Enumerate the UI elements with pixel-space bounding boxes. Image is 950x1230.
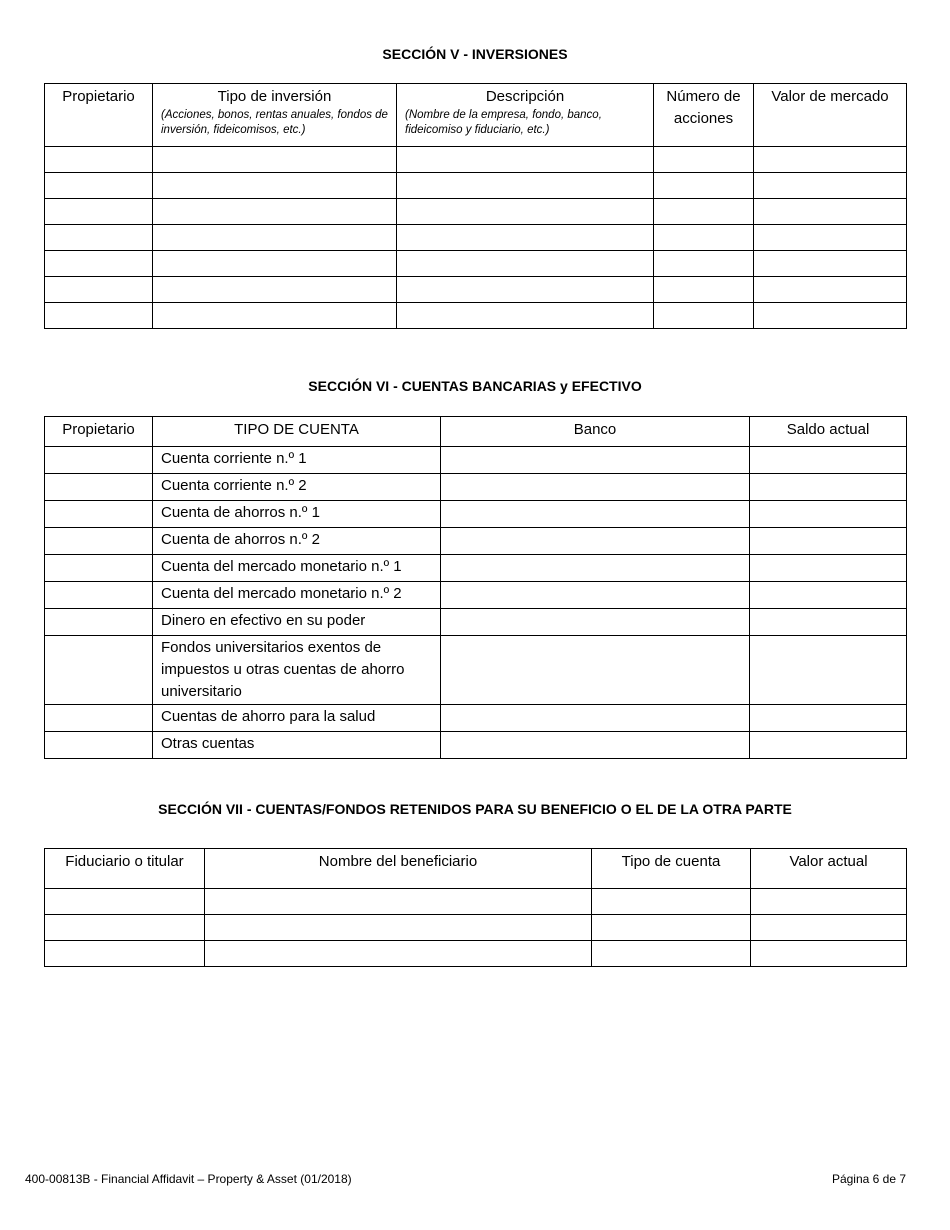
investments-header-row — [45, 84, 907, 147]
section-6-title: SECCIÓN VI - CUENTAS BANCARIAS y EFECTIVO — [308, 378, 642, 394]
table-row — [45, 277, 907, 303]
col-description: Descripción (Nombre de la empresa, fondo, banco, fideicomiso y fiduciario, etc.) — [397, 84, 654, 147]
table-row — [45, 199, 907, 225]
col-owner: Propietario — [45, 84, 153, 147]
page-number: Página 6 de 7 — [831, 1172, 906, 1186]
account-type-label: Fondos universitarios exentos de impuestos u otras cuentas de ahorro universitario — [153, 636, 441, 705]
form-id: 400-00813B - Financial Affidavit – Property & Asset (01/2018) — [25, 1172, 352, 1186]
col-beneficiary: Nombre del beneficiario — [205, 849, 592, 889]
table-row — [45, 501, 907, 528]
account-type-label: Cuenta de ahorros n.º 1 — [153, 501, 441, 528]
table-row — [45, 889, 907, 915]
table-row — [45, 303, 907, 329]
table-row — [45, 915, 907, 941]
account-type-label: Cuenta corriente n.º 2 — [153, 474, 441, 501]
account-type-label: Cuenta corriente n.º 1 — [153, 447, 441, 474]
table-row — [45, 147, 907, 173]
col-shares: Número de acciones — [654, 84, 754, 147]
col-owner: Propietario — [45, 417, 153, 447]
account-type-label: Cuenta de ahorros n.º 2 — [153, 528, 441, 555]
table-row — [45, 705, 907, 732]
col-trustee: Fiduciario o titular — [45, 849, 205, 889]
bank-header-row — [45, 417, 907, 447]
section-5-title: SECCIÓN V - INVERSIONES — [382, 46, 568, 62]
col-investment-type: Tipo de inversión (Acciones, bonos, rentas anuales, fondos de inversión, fideicomisos, etc.) — [153, 84, 397, 147]
table-row — [45, 582, 907, 609]
table-row — [45, 636, 907, 705]
section-7-title: SECCIÓN VII - CUENTAS/FONDOS RETENIDOS PARA SU BENEFICIO O EL DE LA OTRA PARTE — [158, 801, 792, 817]
col-bank: Banco — [441, 417, 750, 447]
held-header-row — [45, 849, 907, 889]
account-type-label: Cuentas de ahorro para la salud — [153, 705, 441, 732]
account-type-label: Cuenta del mercado monetario n.º 2 — [153, 582, 441, 609]
col-balance: Saldo actual — [750, 417, 907, 447]
col-account-type: Tipo de cuenta — [592, 849, 751, 889]
table-row — [45, 251, 907, 277]
table-row — [45, 173, 907, 199]
table-row — [45, 225, 907, 251]
bank-accounts-table — [44, 416, 907, 759]
description-hint: (Nombre de la empresa, fondo, banco, fideicomiso y fiduciario, etc.) — [405, 109, 602, 136]
table-row — [45, 528, 907, 555]
investment-type-hint: (Acciones, bonos, rentas anuales, fondos de inversión, fideicomisos, etc.) — [161, 109, 388, 136]
col-market-value: Valor de mercado — [754, 84, 907, 147]
account-type-label: Dinero en efectivo en su poder — [153, 609, 441, 636]
table-row — [45, 555, 907, 582]
col-current-value: Valor actual — [751, 849, 907, 889]
table-row — [45, 447, 907, 474]
account-type-label: Otras cuentas — [153, 732, 441, 759]
account-type-label: Cuenta del mercado monetario n.º 1 — [153, 555, 441, 582]
table-row — [45, 474, 907, 501]
col-account-type: TIPO DE CUENTA — [153, 417, 441, 447]
table-row — [45, 941, 907, 967]
investments-table — [44, 83, 907, 329]
table-row — [45, 609, 907, 636]
held-accounts-table — [44, 848, 907, 967]
table-row — [45, 732, 907, 759]
